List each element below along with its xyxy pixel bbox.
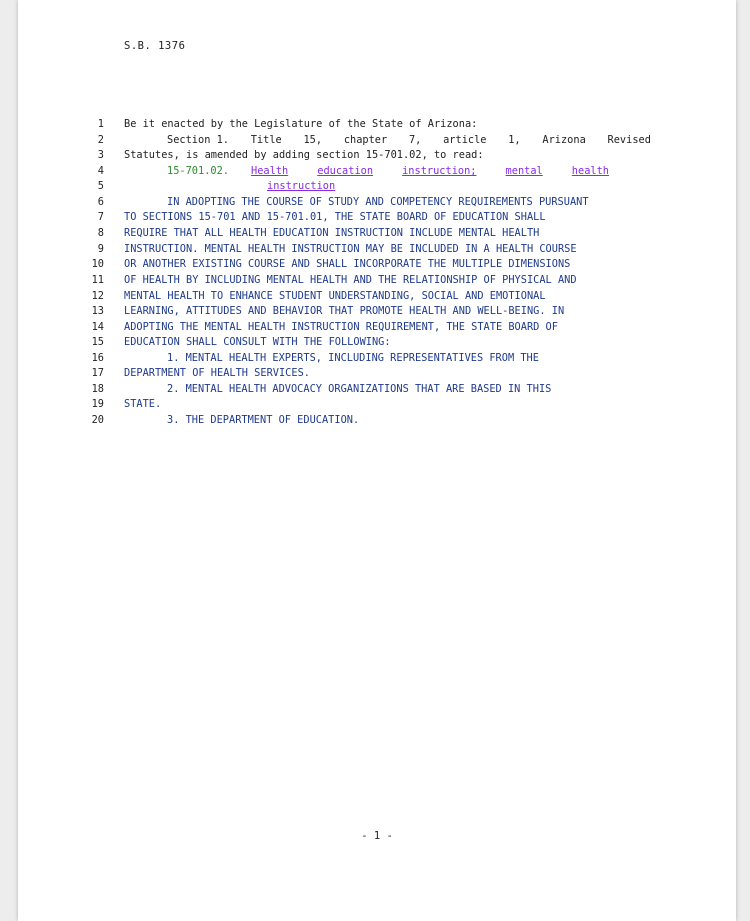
section-heading-continued: instruction: [267, 180, 336, 192]
line-number: 11: [91, 274, 104, 286]
line-text: STATE.: [124, 398, 162, 410]
word: Title: [250, 134, 282, 146]
word: Revised: [607, 134, 651, 146]
line-number: 12: [91, 290, 104, 302]
word: article: [443, 134, 487, 146]
line-text: 2. MENTAL HEALTH ADVOCACY ORGANIZATIONS THAT ARE BASED IN THIS: [167, 383, 552, 395]
word: 15,: [303, 134, 323, 146]
line-number: 19: [91, 398, 104, 410]
text-line: [18, 320, 736, 335]
text-line: [18, 335, 736, 350]
text-line: [18, 210, 736, 225]
line-text: ADOPTING THE MENTAL HEALTH INSTRUCTION REQUIREMENT, THE STATE BOARD OF: [124, 321, 558, 333]
line-number: 5: [97, 180, 104, 192]
text-line: [18, 273, 736, 288]
line-text: LEARNING, ATTITUDES AND BEHAVIOR THAT PROMOTE HEALTH AND WELL-BEING. IN: [124, 305, 565, 317]
line-text: INSTRUCTION. MENTAL HEALTH INSTRUCTION MAY BE INCLUDED IN A HEALTH COURSE: [124, 243, 577, 255]
line-number: 17: [91, 367, 104, 379]
section-heading: [251, 164, 609, 179]
line-number: 18: [91, 383, 104, 395]
line-text: EDUCATION SHALL CONSULT WITH THE FOLLOWING:: [124, 336, 391, 348]
text-line: [18, 164, 736, 179]
line-number: 2: [97, 134, 104, 146]
document-page: [18, 0, 736, 921]
word: Arizona: [542, 134, 586, 146]
text-line: [18, 289, 736, 304]
line-number: 14: [91, 321, 104, 333]
text-line: [18, 117, 736, 132]
heading-word: education: [317, 165, 374, 177]
text-line: [18, 226, 736, 241]
bill-id: S.B. 1376: [124, 40, 186, 52]
heading-word: mental: [505, 165, 543, 177]
line-number: 13: [91, 305, 104, 317]
line-number: 4: [97, 165, 104, 177]
line-text: Statutes, is amended by adding section 15-701.02, to read:: [124, 149, 484, 161]
line-text: IN ADOPTING THE COURSE OF STUDY AND COMPETENCY REQUIREMENTS PURSUANT: [167, 196, 589, 208]
text-line: [18, 413, 736, 428]
line-number: 10: [91, 258, 104, 270]
line-number: 15: [91, 336, 104, 348]
line-text: OR ANOTHER EXISTING COURSE AND SHALL INCORPORATE THE MULTIPLE DIMENSIONS: [124, 258, 571, 270]
text-line: [18, 133, 736, 148]
line-text: MENTAL HEALTH TO ENHANCE STUDENT UNDERSTANDING, SOCIAL AND EMOTIONAL: [124, 290, 546, 302]
line-number: 1: [97, 118, 104, 130]
word: chapter: [343, 134, 388, 146]
text-line: [18, 148, 736, 163]
line-number: 9: [97, 243, 104, 255]
text-line: [18, 351, 736, 366]
section-number: 15-701.02.: [167, 165, 229, 177]
text-line: [18, 242, 736, 257]
word: 1,: [508, 134, 521, 146]
word: 7,: [408, 134, 422, 146]
line-text: REQUIRE THAT ALL HEALTH EDUCATION INSTRUCTION INCLUDE MENTAL HEALTH: [124, 227, 540, 239]
heading-word: instruction;: [402, 165, 477, 177]
line-text: TO SECTIONS 15-701 AND 15-701.01, THE STATE BOARD OF EDUCATION SHALL: [124, 211, 546, 223]
line-number: 20: [91, 414, 104, 426]
page-number: - 1 -: [361, 830, 393, 842]
line-text: 3. THE DEPARTMENT OF EDUCATION.: [167, 414, 360, 426]
line-text: 1. MENTAL HEALTH EXPERTS, INCLUDING REPRESENTATIVES FROM THE: [167, 352, 539, 364]
text-line: [18, 304, 736, 319]
text-line: [18, 179, 736, 194]
line-text: Be it enacted by the Legislature of the State of Arizona:: [124, 118, 478, 130]
heading-word: Health: [251, 165, 289, 177]
word: Section 1.: [167, 134, 229, 146]
line-text: [167, 133, 651, 148]
line-text: DEPARTMENT OF HEALTH SERVICES.: [124, 367, 310, 379]
heading-word: health: [571, 165, 609, 177]
line-number: 8: [97, 227, 104, 239]
text-line: [18, 397, 736, 412]
text-line: [18, 382, 736, 397]
line-text: OF HEALTH BY INCLUDING MENTAL HEALTH AND THE RELATIONSHIP OF PHYSICAL AND: [124, 274, 577, 286]
text-line: [18, 366, 736, 381]
text-line: [18, 257, 736, 272]
line-number: 16: [91, 352, 104, 364]
line-number: 6: [97, 196, 104, 208]
line-number: 7: [97, 211, 104, 223]
text-line: [18, 195, 736, 210]
line-number: 3: [97, 149, 104, 161]
